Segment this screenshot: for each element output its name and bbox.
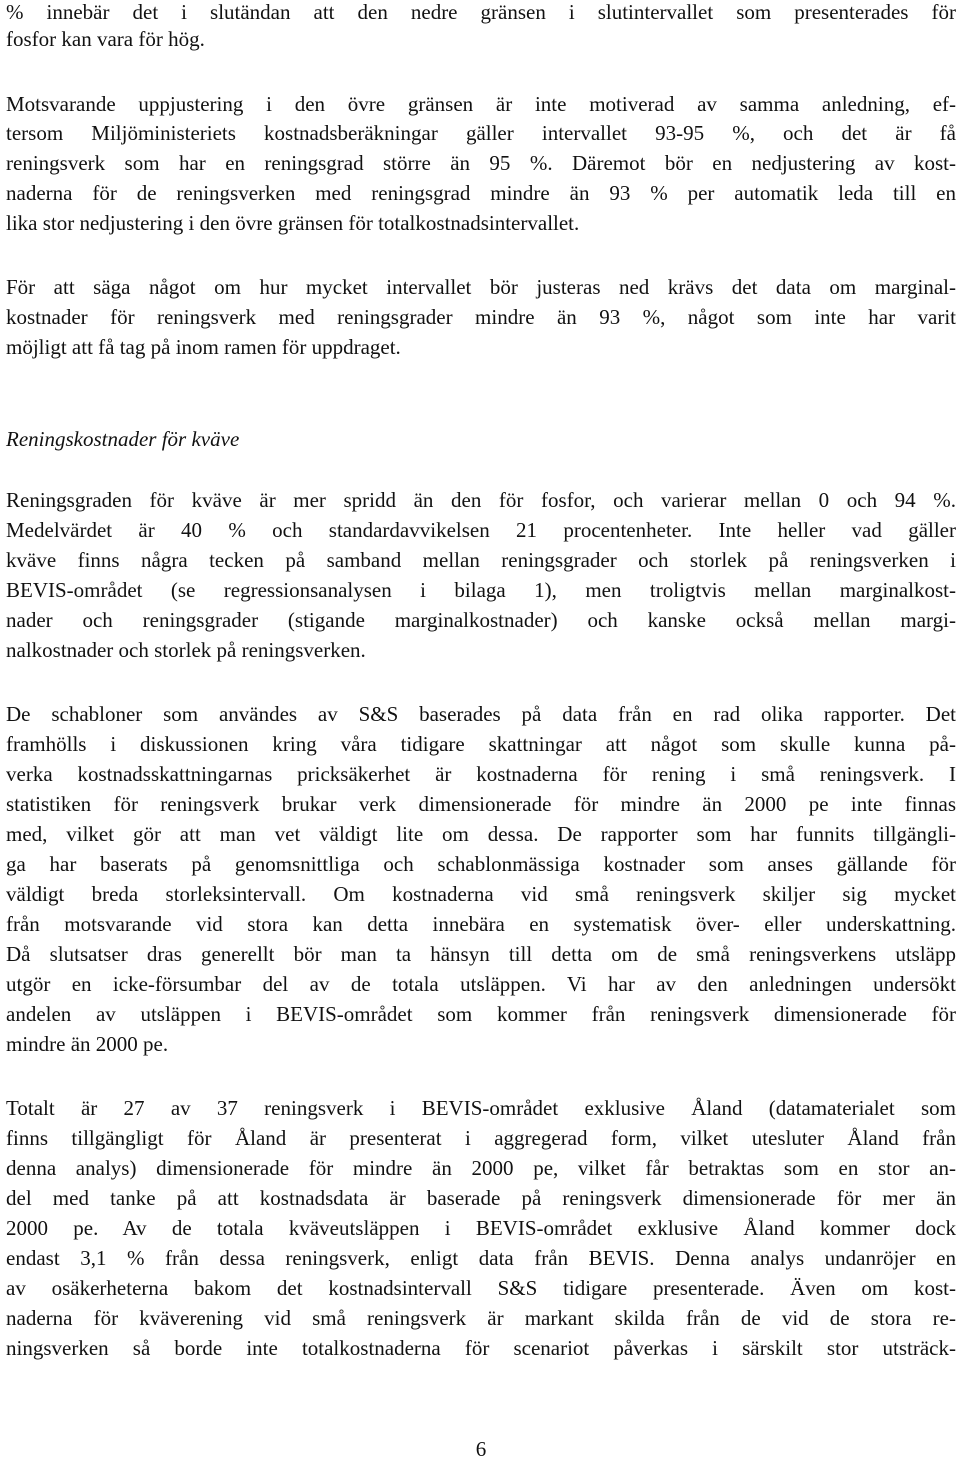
text-line: möjligt att få tag på inom ramen för uppdraget. (6, 335, 401, 359)
text-line: Totalt är 27 av 37 reningsverk i BEVIS-området exklusive Åland (datamaterialet som (6, 1096, 956, 1120)
text-line: reningsverk som har en reningsgrad större än 95 %. Däremot bör en nedjustering av kost- (6, 151, 956, 175)
text-line: finns tillgängligt för Åland är presenterat i aggregerad form, vilket utesluter Åland från (6, 1126, 956, 1150)
text-line: av osäkerheterna bakom det kostnadsintervall S&S tidigare presenterade. Även om kost- (6, 1276, 956, 1300)
text-line: För att säga något om hur mycket intervallet bör justeras ned krävs det data om marginal- (6, 275, 956, 299)
text-line: ningsverken så borde inte totalkostnaderna för scenariot påverkas i särskilt stor utsträck- (6, 1336, 956, 1360)
text-line: med, vilket gör att man vet väldigt lite om dessa. De rapporter som har funnits tillgängli- (6, 822, 956, 846)
text-line: nalkostnader och storlek på reningsverken. (6, 638, 366, 662)
text-line: lika stor nedjustering i den övre gränsen för totalkostnadsintervallet. (6, 211, 580, 235)
text-line: Medelvärdet är 40 % och standardavvikelsen 21 procentenheter. Inte heller vad gäller (6, 518, 956, 542)
section-heading: Reningskostnader för kväve (6, 427, 240, 451)
text-line: naderna för de reningsverken med reningsgrad mindre än 93 % per automatik leda till en (6, 181, 956, 205)
text-line: nader och reningsgrader (stigande marginalkostnader) och kanske också mellan margi- (6, 608, 956, 632)
text-line: 2000 pe. Av de totala kväveutsläppen i BEVIS-området exklusive Åland kommer dock (6, 1216, 956, 1240)
text-line: mindre än 2000 pe. (6, 1032, 169, 1056)
text-line: Motsvarande uppjustering i den övre gränsen är inte motiverad av samma anledning, ef- (6, 92, 956, 116)
text-line: del med tanke på att kostnadsdata är baserade på reningsverk dimensionerade för mer än (6, 1186, 956, 1210)
text-line: från motsvarande vid stora kan detta innebära en systematisk över- eller underskattning. (6, 912, 956, 936)
text-line: ga har baserats på genomsnittliga och schablonmässiga kostnader som anses gällande för (6, 852, 956, 876)
text-line: statistiken för reningsverk brukar verk dimensionerade för mindre än 2000 pe inte finnas (6, 792, 956, 816)
text-line: fosfor kan vara för hög. (6, 27, 205, 51)
text-line: kostnader för reningsverk med reningsgrader mindre än 93 %, något som inte har varit (6, 305, 956, 329)
text-line: naderna för kväverening vid små reningsverk är markant skilda från de vid de stora re- (6, 1306, 956, 1330)
document-page (6, 0, 956, 1474)
text-line: Då slutsatser dras generellt bör man ta hänsyn till detta om de små reningsverkens utsläpp (6, 942, 956, 966)
text-line: denna analys) dimensionerade för mindre än 2000 pe, vilket får betraktas som en stor an- (6, 1156, 956, 1180)
text-line: kväve finns några tecken på samband mellan reningsgrader och storlek på reningsverken i (6, 548, 956, 572)
text-line: Reningsgraden för kväve är mer spridd än den för fosfor, och varierar mellan 0 och 94 %. (6, 488, 956, 512)
text-line: väldigt breda storleksintervall. Om kostnaderna vid små reningsverk skiljer sig mycket (6, 882, 956, 906)
text-line: verka kostnadsskattningarnas pricksäkerhet är kostnaderna för rening i små reningsverk. I (6, 762, 956, 786)
text-line: % innebär det i slutändan att den nedre gränsen i slutintervallet som presenterades för (6, 0, 956, 24)
text-line: De schabloner som användes av S&S baserades på data från en rad olika rapporter. Det (6, 702, 956, 726)
text-line: utgör en icke-försumbar del av de totala utsläppen. Vi har av den anledningen undersökt (6, 972, 956, 996)
text-line: BEVIS-området (se regressionsanalysen i bilaga 1), men troligtvis mellan marginalkost- (6, 578, 956, 602)
text-line: endast 3,1 % från dessa reningsverk, enligt data från BEVIS. Denna analys undanröjer en (6, 1246, 956, 1270)
page-number: 6 (475, 1437, 487, 1461)
text-line: tersom Miljöministeriets kostnadsberäkningar gäller intervallet 93-95 %, och det är få (6, 121, 956, 145)
text-line: andelen av utsläppen i BEVIS-området som kommer från reningsverk dimensionerade för (6, 1002, 956, 1026)
text-line: framhölls i diskussionen kring våra tidigare skattningar att något som skulle kunna på- (6, 732, 956, 756)
